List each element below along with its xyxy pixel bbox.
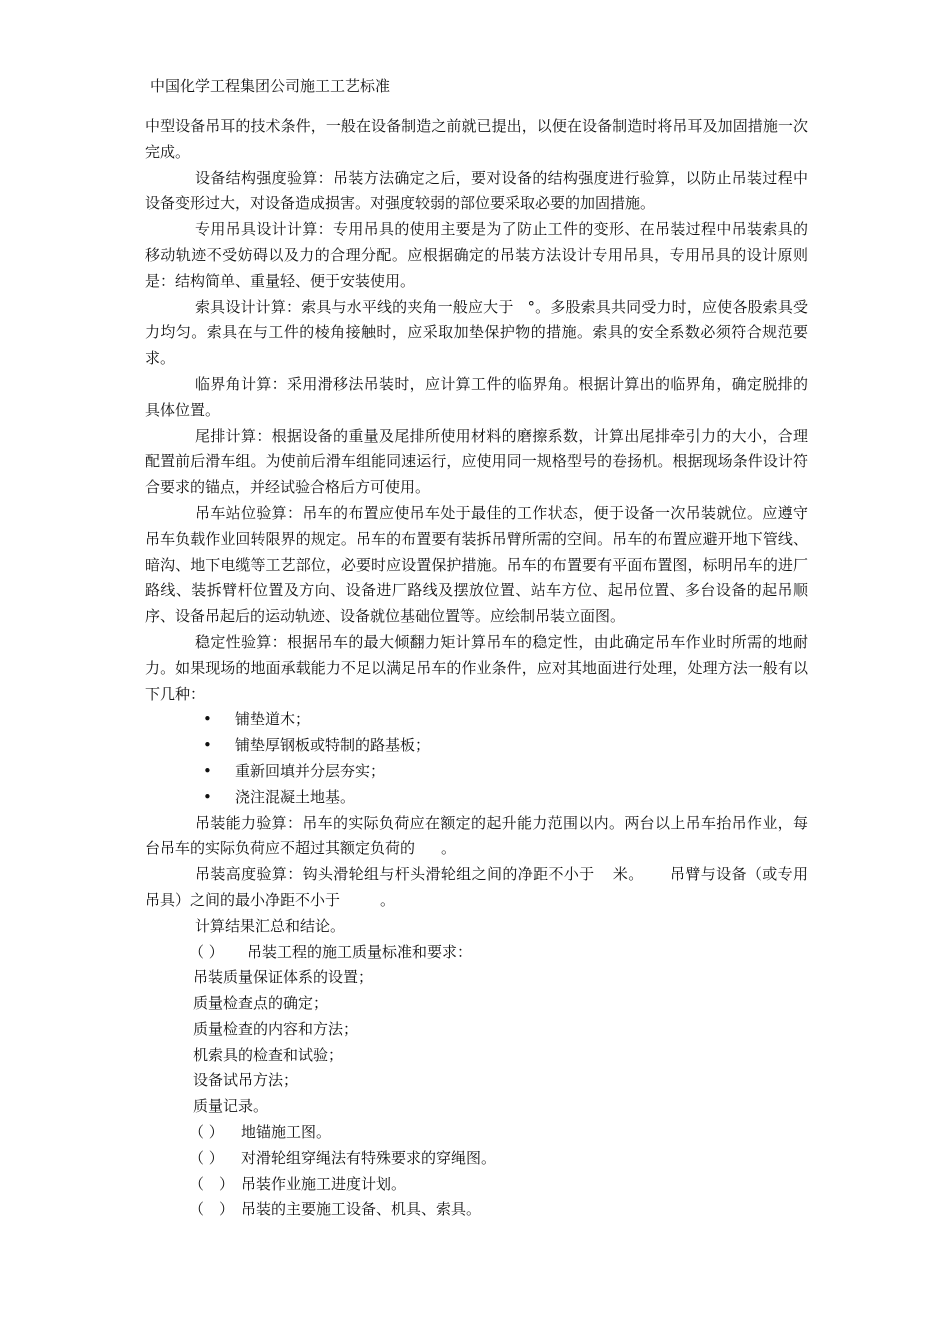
bullet-marker: • — [203, 736, 212, 755]
paragraph-crane-position: 吊车站位验算：吊车的布置应使吊车处于最佳的工作状态，便于设备一次吊装就位。应遵守吊车负载作业回转限界的规定。吊车的布置要有装拆吊臂所需的空间。吊车的布置应避开地下管线、暗沟、地下电缆等工艺部位，必要时应设置保护措施。吊车的布置要有平面布置图，标明吊车的进厂路线、装拆臂杆位置及方向、设备进厂路线及摆放位置、站车方位、起吊位置、多台设备的起吊顺序、设备吊起后的运动轨迹、设备就位基础位置等。应绘制吊装立面图。 — [145, 503, 808, 626]
section-title: 吊装的主要施工设备、机具、索具。 — [241, 1200, 482, 1219]
list-item: 质量记录。 — [193, 1097, 269, 1116]
height-text-d: 。 — [380, 890, 396, 909]
section-title: 吊装工程的施工质量标准和要求： — [247, 942, 473, 961]
section-title: 地锚施工图。 — [241, 1123, 332, 1142]
section-equipment — [145, 1197, 808, 1223]
paragraph-tail-skid: 尾排计算：根据设备的重量及尾排所使用材料的磨擦系数，计算出尾排牵引力的大小，合理配置前后滑车组。为使前后滑车组能同速运行，应使用同一规格型号的卷扬机。根据现场条件设计符合要求的锚点，并经试验合格后方可使用。 — [145, 426, 808, 497]
paragraph-lifting-height — [145, 862, 808, 914]
list-item: 质量检查的内容和方法； — [193, 1019, 359, 1038]
section-number: （ ） — [189, 1174, 235, 1193]
list-item: 吊装质量保证体系的设置； — [193, 968, 374, 987]
bullet-text: 铺垫厚钢板或特制的路基板； — [235, 736, 431, 755]
capacity-text-a: 吊装能力验算：吊车的实际负荷应在额定的起升能力范围以内。两台以上吊车抬吊作业，每台吊车的实际负荷应不超过其额定负荷的 — [145, 813, 808, 858]
paragraph-lifting-capacity — [145, 811, 808, 863]
section-anchor-drawing — [145, 1120, 808, 1146]
list-item — [145, 759, 808, 785]
bullet-marker: • — [203, 787, 212, 806]
paragraph-lifting-lug: 中型设备吊耳的技术条件，一般在设备制造之前就已提出，以便在设备制造时将吊耳及加固措施一次完成。 — [145, 117, 808, 161]
list-item — [145, 733, 808, 759]
paragraph-stability: 稳定性验算：根据吊车的最大倾翻力矩计算吊车的稳定性，由此确定吊车作业时所需的地耐力。如果现场的地面承载能力不足以满足吊车的作业条件，应对其地面进行处理，处理方法一般有以下几种： — [145, 632, 808, 703]
height-text-c: 吊臂与设备（或专用吊具）之间的最小净距不小于 — [145, 865, 808, 909]
list-item: 设备试吊方法； — [193, 1071, 299, 1090]
list-item — [145, 785, 808, 811]
section-schedule — [145, 1172, 808, 1198]
bullet-text: 重新回填并分层夯实； — [235, 761, 386, 780]
bullet-marker: • — [203, 710, 212, 729]
section-number: （ ） — [189, 1148, 224, 1167]
list-item: 质量检查点的确定； — [193, 994, 329, 1013]
document-body — [145, 114, 808, 1223]
paragraph-structural-strength: 设备结构强度验算：吊装方法确定之后，要对设备的结构强度进行验算，以防止吊装过程中设备变形过大，对设备造成损害。对强度较弱的部位要采取必要的加固措施。 — [145, 168, 808, 213]
section-reeving-drawing — [145, 1146, 808, 1172]
list-item — [145, 707, 808, 733]
page-header: 中国化学工程集团公司施工工艺标准 — [150, 77, 391, 95]
bullet-text: 铺垫道木； — [235, 710, 311, 729]
paragraph-special-rigging: 专用吊具设计计算：专用吊具的使用主要是为了防止工件的变形、在吊装过程中吊装索具的移动轨迹不受妨碍以及力的合理分配。应根据确定的吊装方法设计专用吊具，专用吊具的设计原则是：结构简单、重量轻、便于安装使用。 — [145, 220, 808, 290]
section-title: 对滑轮组穿绳法有特殊要求的穿绳图。 — [241, 1148, 497, 1167]
height-text-b: 米。 — [612, 865, 644, 884]
rigging-text-b: °。多股索具共同受力时，应使各股索具受力均匀。索具在与工件的棱角接触时，应采取加垫保护物的措施。索具的安全系数必须符合规范要求。 — [145, 297, 808, 368]
section-quality-standards — [145, 940, 808, 966]
bullet-text: 浇注混凝土地基。 — [235, 787, 356, 806]
section-number: （ ） — [189, 942, 224, 961]
rigging-text-a: 索具设计计算：索具与水平线的夹角一般应大于 — [195, 297, 514, 316]
paragraph-critical-angle: 临界角计算：采用滑移法吊装时，应计算工件的临界角。根据计算出的临界角，确定脱排的具体位置。 — [145, 374, 808, 419]
paragraph-summary: 计算结果汇总和结论。 — [195, 916, 346, 935]
list-item: 机索具的检查和试验； — [193, 1045, 344, 1064]
capacity-text-b: 。 — [441, 839, 457, 858]
section-title: 吊装作业施工进度计划。 — [241, 1174, 407, 1193]
paragraph-rigging-design — [145, 295, 808, 372]
bullet-marker: • — [203, 761, 212, 780]
section-number: （ ） — [189, 1123, 224, 1142]
height-text-a: 吊装高度验算：钩头滑轮组与杆头滑轮组之间的净距不小于 — [195, 865, 595, 884]
section-number: （ ） — [189, 1200, 235, 1219]
